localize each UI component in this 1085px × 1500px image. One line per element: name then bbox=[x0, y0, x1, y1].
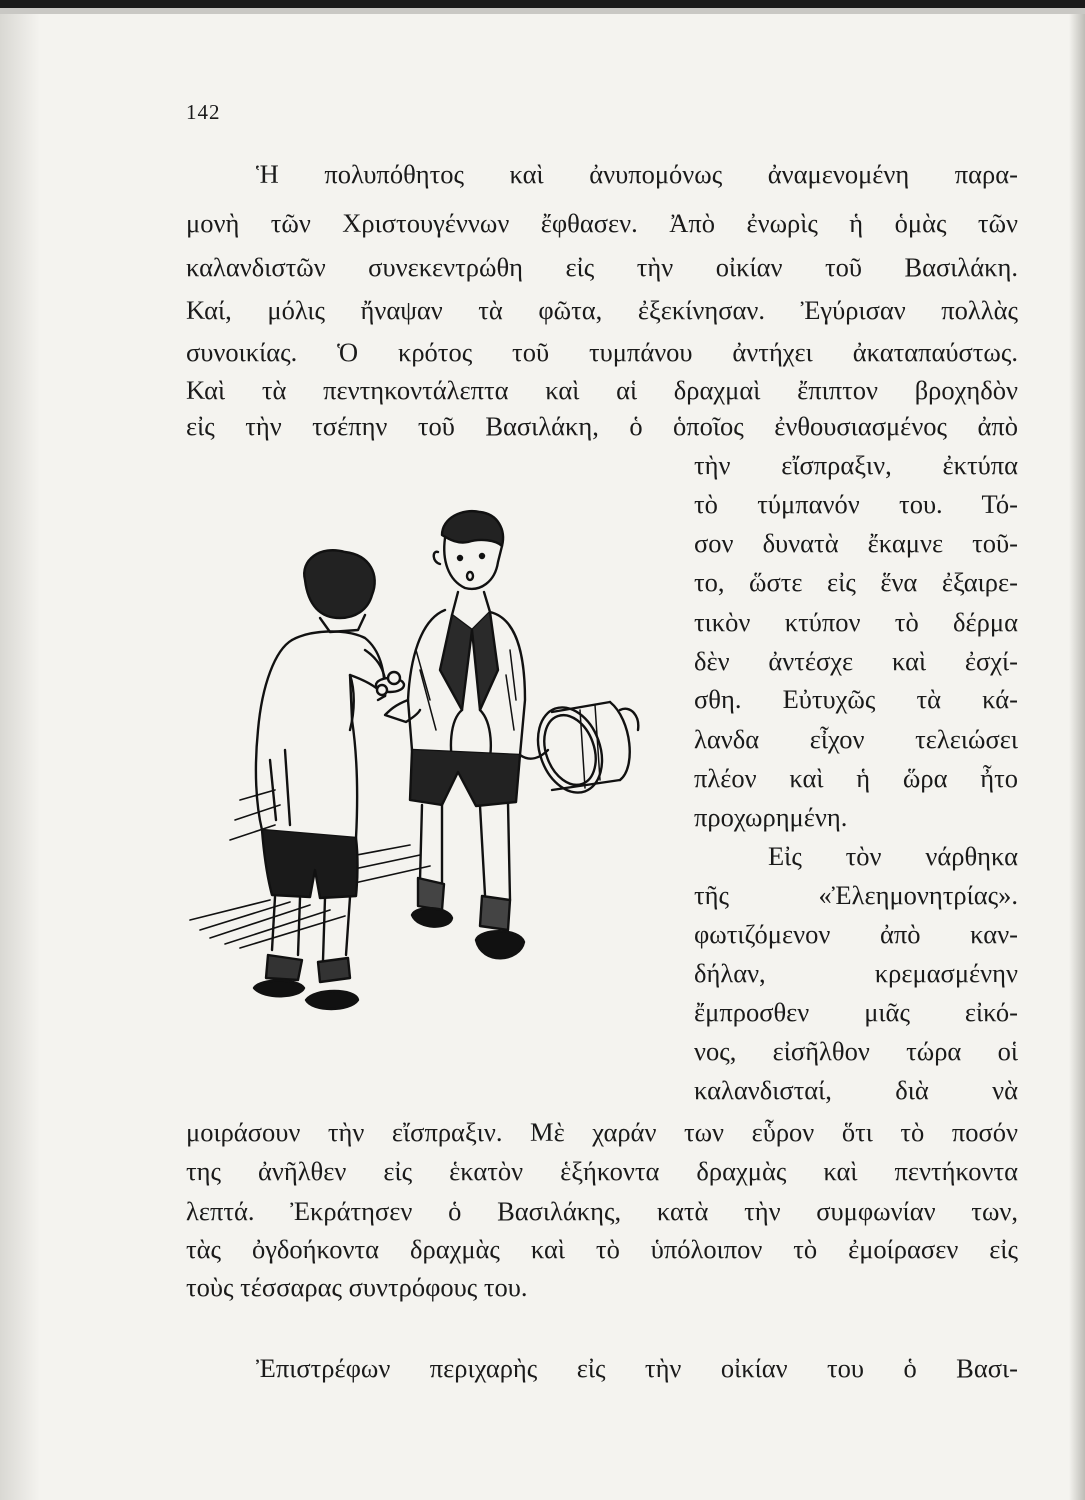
text-line: νος, εἰσῆλθον τώρα οἱ bbox=[694, 1036, 1018, 1066]
text-line: καλανδισταί, διὰ νὰ bbox=[694, 1075, 1018, 1105]
text-line: τῆς «Ἐλεημονητρίας». bbox=[694, 880, 1018, 910]
text-line: Ἡ πολυπόθητος καὶ ἀνυπομόνως ἀναμενομένη παρα- bbox=[256, 159, 1018, 189]
boy-right bbox=[385, 511, 525, 958]
boy-left bbox=[254, 550, 386, 1009]
text-line: λανδα εἶχον τελειώσει bbox=[694, 724, 1018, 754]
text-line: Ἐπιστρέφων περιχαρὴς εἰς τὴν οἰκίαν του ὁ Βασι- bbox=[256, 1353, 1018, 1383]
text-line: εἰς τὴν τσέπην τοῦ Βασιλάκη, ὁ ὁποῖος ἐνθουσιασμένος ἀπὸ bbox=[186, 411, 1018, 441]
page-number: 142 bbox=[186, 100, 221, 124]
page-edge-shadow bbox=[1069, 0, 1085, 1500]
text-line: τικὸν κτύπον τὸ δέρμα bbox=[694, 607, 1018, 637]
text-line: το, ὥστε εἰς ἕνα ἐξαιρε- bbox=[694, 567, 1018, 597]
text-line: Εἰς τὸν νάρθηκα bbox=[768, 841, 1018, 871]
text-line: σθη. Εὐτυχῶς τὰ κά- bbox=[694, 684, 1018, 714]
drum bbox=[520, 698, 638, 801]
text-line: καλανδιστῶν συνεκεντρώθη εἰς τὴν οἰκίαν τοῦ Βασιλάκη. bbox=[186, 252, 1018, 282]
text-line: μοιράσουν τὴν εἴσπραξιν. Μὲ χαράν των εὗρον ὅτι τὸ ποσόν bbox=[186, 1117, 1018, 1147]
text-line: Καί, μόλις ἤναψαν τὰ φῶτα, ἐξεκίνησαν. Ἐγύρισαν πολλὰς bbox=[186, 295, 1018, 325]
text-line: Καὶ τὰ πεντηκοντάλεπτα καὶ αἱ δραχμαὶ ἔπιπτον βροχηδὸν bbox=[186, 375, 1018, 405]
text-line: τὸ τύμπανόν του. Τό- bbox=[694, 489, 1018, 519]
text-line: τοὺς τέσσαρας συντρόφους του. bbox=[186, 1272, 528, 1302]
text-line: δὲν ἀντέσχε καὶ ἐσχί- bbox=[694, 646, 1018, 676]
text-line: λεπτά. Ἐκράτησεν ὁ Βασιλάκης, κατὰ τὴν συμφωνίαν των, bbox=[186, 1196, 1018, 1226]
text-line: σον δυνατὰ ἔκαμνε τοῦ- bbox=[694, 528, 1018, 558]
text-line: δήλαν, κρεμασμένην bbox=[694, 958, 1018, 988]
text-line: τὴν εἴσπραξιν, ἐκτύπα bbox=[694, 450, 1018, 480]
text-line: τὰς ὀγδοήκοντα δραχμὰς καὶ τὸ ὑπόλοιπον τὸ ἐμοίρασεν εἰς bbox=[186, 1234, 1018, 1264]
text-line: μονὴ τῶν Χριστουγέννων ἔφθασεν. Ἀπὸ ἐνωρὶς ἡ ὁμὰς τῶν bbox=[186, 208, 1018, 238]
text-line: προχωρημένη. bbox=[694, 802, 848, 832]
text-line: πλέον καὶ ἡ ὥρα ἦτο bbox=[694, 763, 1018, 793]
text-line: συνοικίας. Ὁ κρότος τοῦ τυμπάνου ἀντήχει ἀκαταπαύστως. bbox=[186, 337, 1018, 367]
text-line: της ἀνῆλθεν εἰς ἑκατὸν ἑξήκοντα δραχμὰς καὶ πεντήκοντα bbox=[186, 1156, 1018, 1186]
text-line: φωτιζόμενον ἀπὸ καν- bbox=[694, 919, 1018, 949]
scan-top-border bbox=[0, 0, 1085, 8]
scan-top-shadow bbox=[0, 8, 1085, 14]
coins bbox=[376, 672, 404, 695]
text-line: ἔμπροσθεν μιᾶς εἰκό- bbox=[694, 997, 1018, 1027]
page-gutter-shadow bbox=[0, 0, 40, 1500]
illustration-two-boys bbox=[180, 500, 680, 1060]
